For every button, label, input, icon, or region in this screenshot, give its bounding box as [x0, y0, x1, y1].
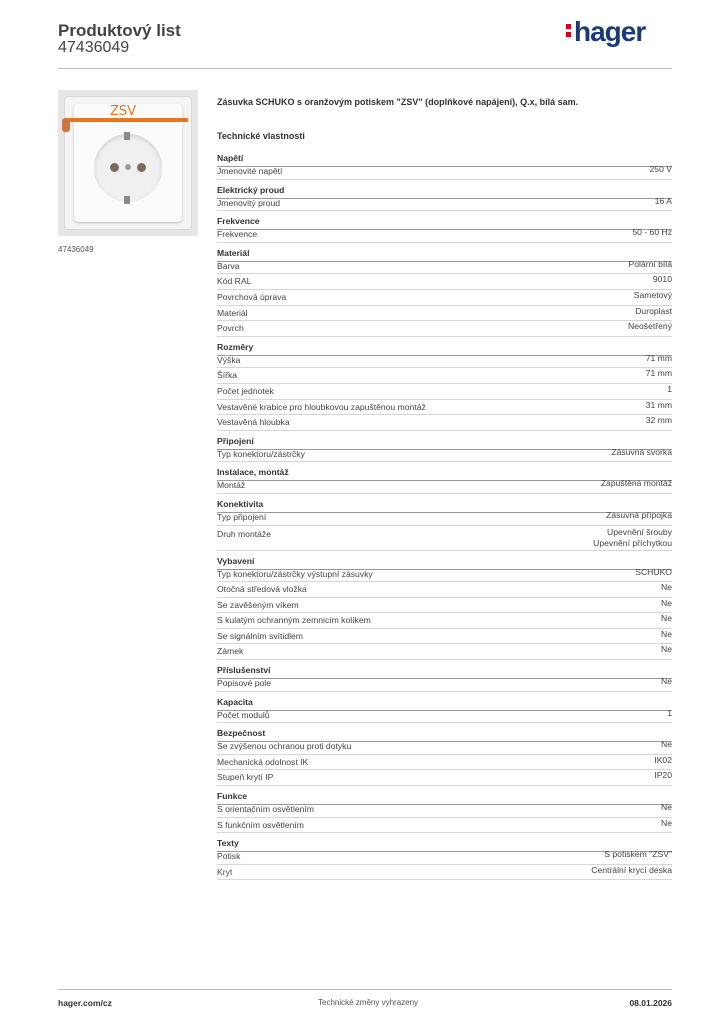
earth-clip-bottom — [124, 196, 130, 204]
spec-value-line: Ne — [661, 817, 672, 828]
earth-clip-top — [124, 132, 130, 140]
spec-value — [646, 400, 672, 415]
spec-row — [217, 164, 672, 180]
spec-value-line: 9010 — [652, 274, 672, 285]
spec-value — [628, 321, 672, 336]
spec-value-line: S potiskem "ZSV" — [604, 849, 672, 860]
spec-value-line: Zásuvná svorka — [611, 446, 672, 457]
spec-label: Se zavěšeným víkem — [217, 599, 299, 610]
section-title: Příslušenství — [217, 665, 672, 676]
spec-label: S funkčním osvětlením — [217, 819, 304, 830]
spec-row — [217, 274, 672, 290]
spec-section — [217, 728, 672, 786]
spec-value — [646, 353, 672, 368]
spec-row — [217, 368, 672, 384]
spec-value-line: Ne — [661, 802, 672, 813]
spec-row — [217, 321, 672, 337]
spec-section — [217, 665, 672, 692]
spec-value-line: Sametový — [633, 289, 672, 300]
socket-hole-left — [110, 163, 119, 172]
product-title: Zásuvka SCHUKO s oranžovým potiskem "ZSV" (doplňkové napájení), Q.x, bílá sam. — [217, 97, 579, 107]
section-title: Instalace, montáž — [217, 467, 672, 478]
spec-row — [217, 447, 672, 463]
section-title: Bezpečnost — [217, 728, 672, 739]
schuko-socket-icon — [94, 134, 162, 202]
spec-row — [217, 708, 672, 724]
section-title: Vybavení — [217, 556, 672, 567]
footer-divider — [58, 989, 672, 990]
spec-value-line: Ne — [661, 628, 672, 639]
spec-section — [217, 248, 672, 337]
spec-label: Popisové pole — [217, 678, 271, 689]
spec-value-line: Centrální krycí deska — [591, 864, 672, 875]
spec-value-line: Ne — [661, 739, 672, 750]
spec-label: S kulatým ochranným zemnicím kolíkem — [217, 615, 371, 626]
spec-value — [601, 478, 672, 493]
spec-row — [217, 739, 672, 755]
spec-row — [217, 582, 672, 598]
spec-value-line: 1 — [667, 707, 672, 718]
spec-label: Počet jednotek — [217, 385, 274, 396]
section-title: Materiál — [217, 248, 672, 259]
spec-row — [217, 644, 672, 660]
spec-value — [604, 849, 672, 864]
spec-value-line: 32 mm — [645, 415, 672, 426]
spec-label: Montáž — [217, 480, 246, 491]
spec-label: Zámek — [217, 646, 244, 657]
spec-label: Typ konektoru/zástrčky výstupní zásuvky — [217, 568, 373, 579]
spec-row — [217, 510, 672, 526]
spec-label: Barva — [217, 260, 240, 271]
spec-row — [217, 415, 672, 431]
spec-row — [217, 196, 672, 212]
page-title: Produktový list — [58, 21, 181, 40]
footer-date: 08.01.2026 — [629, 998, 672, 1008]
spec-value — [661, 818, 672, 833]
spec-label: Jmenovitý proud — [217, 197, 281, 208]
section-title: Připojení — [217, 436, 672, 447]
spec-label: Kód RAL — [217, 276, 252, 287]
product-number: 47436049 — [58, 39, 130, 56]
spec-row — [217, 353, 672, 369]
footer-website-link[interactable]: hager.com/cz — [58, 998, 112, 1008]
spec-section — [217, 216, 672, 243]
spec-value — [661, 629, 672, 644]
spec-label: Typ konektoru/zástrčky — [217, 448, 305, 459]
section-title: Rozměry — [217, 342, 672, 353]
spec-label: Počet modulů — [217, 709, 270, 720]
spec-label: Výška — [217, 354, 241, 365]
spec-row — [217, 259, 672, 275]
technical-properties-heading: Technické vlastnosti — [217, 131, 305, 141]
spec-label: Typ připojení — [217, 511, 267, 522]
spec-label: Vestavěné krabice pro hloubkovou zapuštěnou montáž — [217, 401, 426, 412]
spec-value-line: Upevnění příchytkou — [593, 538, 672, 548]
spec-row — [217, 818, 672, 834]
spec-value-line: 1 — [667, 383, 672, 394]
spec-value — [635, 306, 672, 321]
spec-section — [217, 838, 672, 880]
spec-row — [217, 567, 672, 583]
spec-row — [217, 290, 672, 306]
image-caption: 47436049 — [58, 245, 94, 254]
footer-disclaimer: Technické změny vyhrazeny — [318, 998, 419, 1007]
spec-value — [661, 739, 672, 754]
spec-value — [629, 259, 672, 274]
spec-section — [217, 185, 672, 212]
section-title: Elektrický proud — [217, 185, 672, 196]
spec-value — [632, 227, 672, 242]
spec-value-line: Ne — [661, 582, 672, 593]
logo-text: hager — [574, 16, 646, 47]
spec-value-line: IK02 — [654, 754, 672, 765]
spec-label: Povrch — [217, 323, 244, 334]
spec-section — [217, 556, 672, 661]
spec-label: Vestavěná hloubka — [217, 417, 290, 428]
spec-value — [635, 567, 672, 582]
spec-value-line: Ne — [661, 613, 672, 624]
section-title: Funkce — [217, 791, 672, 802]
spec-section — [217, 342, 672, 431]
spec-value — [661, 582, 672, 597]
hager-logo[interactable] — [566, 16, 645, 48]
spec-value-line: Upevnění šrouby — [607, 526, 672, 537]
spec-section — [217, 791, 672, 833]
spec-row — [217, 676, 672, 692]
spec-row — [217, 613, 672, 629]
spec-section — [217, 436, 672, 463]
spec-value — [661, 802, 672, 817]
spec-value — [634, 290, 672, 305]
spec-value — [654, 755, 672, 770]
spec-value — [606, 510, 672, 525]
spec-value-line: Ne — [661, 676, 672, 687]
spec-value-line: 71 mm — [645, 352, 672, 363]
spec-row — [217, 598, 672, 614]
section-title: Texty — [217, 838, 672, 849]
spec-table — [217, 148, 672, 880]
spec-label: Mechanická odolnost IK — [217, 756, 309, 767]
spec-value-line: 16 A — [654, 195, 672, 206]
spec-label: Materiál — [217, 307, 248, 318]
spec-value — [655, 196, 672, 211]
spec-value-line: 250 V — [649, 164, 672, 174]
spec-section — [217, 697, 672, 724]
section-title: Napětí — [217, 153, 672, 164]
spec-label: Frekvence — [217, 229, 258, 240]
spec-value-line: 71 mm — [645, 368, 672, 379]
spec-row — [217, 755, 672, 771]
spec-section — [217, 499, 672, 551]
spec-label: Stupeň krytí IP — [217, 772, 274, 783]
spec-row — [217, 384, 672, 400]
spec-value-line: Zapuštěná montáž — [600, 478, 672, 489]
product-image — [58, 90, 198, 236]
spec-row — [217, 227, 672, 243]
center-screw-icon — [125, 164, 131, 170]
spec-label: Šířka — [217, 370, 238, 381]
spec-value — [646, 368, 672, 383]
spec-row — [217, 306, 672, 322]
spec-label: Otočná středová vložka — [217, 584, 307, 595]
spec-section — [217, 467, 672, 494]
spec-section — [217, 153, 672, 180]
spec-value — [661, 613, 672, 628]
spec-label: Se zvýšenou ochranou proti dotyku — [217, 741, 352, 752]
spec-value-line: Duroplast — [635, 305, 672, 316]
spec-value-line: Zásuvná přípojka — [606, 509, 672, 520]
spec-value — [591, 865, 672, 880]
section-title: Konektivita — [217, 499, 672, 510]
spec-value-line: Ne — [661, 644, 672, 655]
spec-row — [217, 849, 672, 865]
spec-label: Kryt — [217, 866, 233, 877]
section-title: Frekvence — [217, 216, 672, 227]
spec-label: Jmenovité napětí — [217, 166, 283, 176]
spec-value-line: IP20 — [654, 770, 672, 781]
spec-value — [661, 644, 672, 659]
spec-row — [217, 400, 672, 416]
spec-value-line: 31 mm — [645, 399, 672, 410]
spec-value — [593, 527, 672, 550]
spec-label: Potisk — [217, 851, 241, 862]
spec-value — [661, 676, 672, 691]
spec-value — [653, 274, 672, 289]
spec-label: Povrchová úprava — [217, 291, 287, 302]
section-title: Kapacita — [217, 697, 672, 708]
header-divider — [58, 68, 672, 69]
spec-value — [646, 415, 672, 430]
spec-value-line: Ne — [661, 597, 672, 608]
spec-value — [611, 447, 672, 462]
spec-label: S orientačním osvětlením — [217, 804, 314, 815]
spec-value — [667, 384, 672, 399]
spec-row — [217, 802, 672, 818]
logo-dots-icon — [566, 21, 571, 40]
spec-row — [217, 526, 672, 551]
spec-value — [661, 598, 672, 613]
spec-label: Druh montáže — [217, 528, 271, 539]
spec-row — [217, 865, 672, 881]
spec-value-line: Neošetřený — [628, 321, 672, 332]
socket-hole-right — [137, 163, 146, 172]
spec-label: Se signálním svítidlem — [217, 630, 303, 641]
spec-value — [654, 770, 672, 785]
spec-value-line: 50 - 60 Hz — [632, 227, 672, 238]
spec-value-line: Polární bílá — [628, 258, 672, 269]
spec-value-line: SCHUKO — [635, 566, 672, 577]
spec-row — [217, 770, 672, 786]
spec-row — [217, 478, 672, 494]
spec-value — [667, 708, 672, 723]
spec-row — [217, 629, 672, 645]
spec-value — [650, 164, 672, 179]
zsv-print: ZSV — [110, 104, 137, 119]
